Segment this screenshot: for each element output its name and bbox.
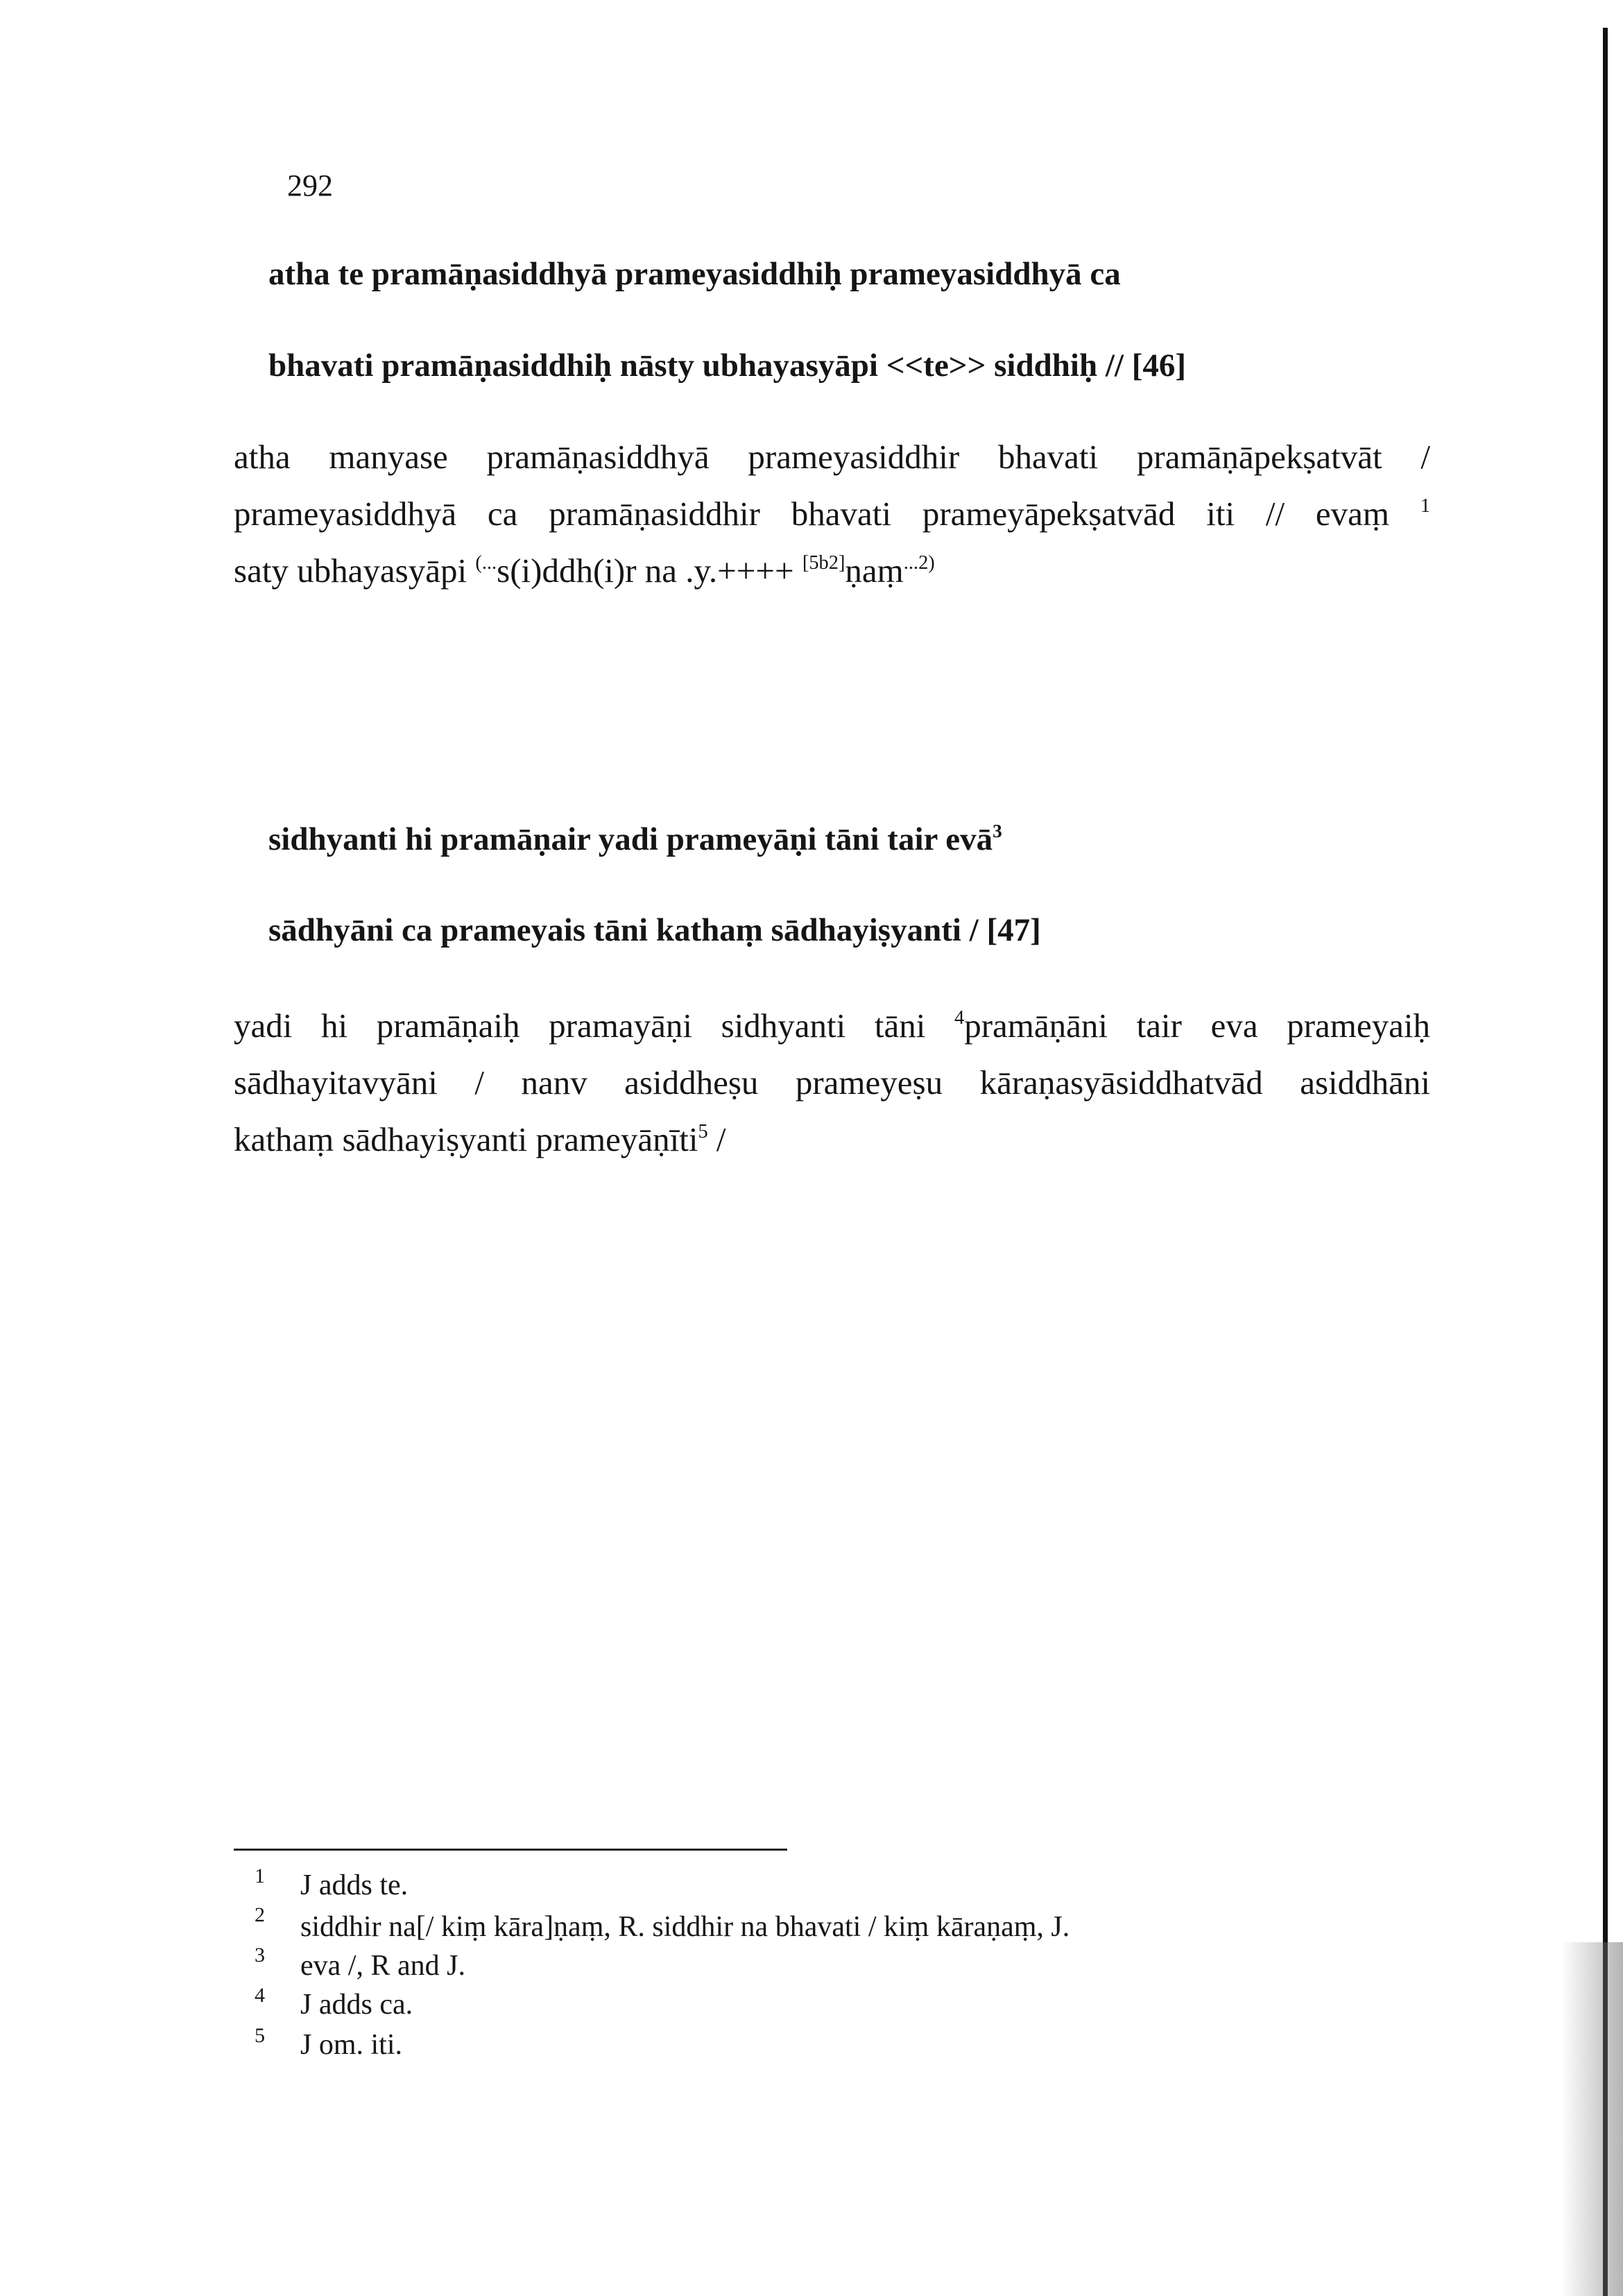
- commentary-46-line-3-c: ṇaṃ: [845, 551, 904, 590]
- footnote-text: J om. iti.: [300, 2029, 403, 2061]
- commentary-46-line-1: atha manyase pramāṇasiddhyā prameyasiddhir bhavati pramāṇāpekṣatvāt /: [234, 438, 1430, 476]
- footnote-text: eva /, R and J.: [300, 1950, 465, 1982]
- verse-47-line-2: sādhyāni ca prameyais tāni kathaṃ sādhayiṣyanti / [47]: [268, 912, 1041, 948]
- footnote-number: 3: [255, 1944, 265, 1967]
- commentary-47-line-3: [234, 1120, 1430, 1159]
- commentary-46-line-2: [234, 494, 1430, 533]
- verse-46-line-1: atha te pramāṇasiddhyā prameyasiddhiḥ prameyasiddhyā ca: [268, 256, 1121, 292]
- footnote-text: J adds ca.: [300, 1989, 413, 2021]
- commentary-46-line-3-a: saty ubhayasyāpi: [234, 551, 467, 590]
- footnote-number: 2: [255, 1903, 265, 1926]
- commentary-47-line-1-a: yadi hi pramāṇaiḥ pramayāṇi sidhyanti tāni: [234, 1006, 926, 1045]
- scan-edge-noise: [1561, 1942, 1623, 2296]
- footnote-ref-2: ...2): [903, 552, 935, 574]
- footnote-text: J adds te.: [300, 1869, 409, 1901]
- commentary-46-line-3-b: s(i)ddh(i)r na .y.++++: [497, 551, 794, 590]
- verse-46-line-2: bhavati pramāṇasiddhiḥ nāsty ubhayasyāpi <<te>> siddhiḥ // [46]: [268, 348, 1186, 384]
- page-number: 292: [287, 169, 333, 203]
- commentary-46-line-3: [234, 551, 1430, 590]
- commentary-47-line-1-b: pramāṇāni tair eva prameyaiḥ: [964, 1006, 1430, 1045]
- folio-mark: [5b2]: [802, 552, 845, 574]
- commentary-46-line-2-text: prameyasiddhyā ca pramāṇasiddhir bhavati prameyāpekṣatvād iti // evaṃ: [234, 495, 1389, 533]
- footnote-rule: [234, 1849, 787, 1851]
- footnote-number: 5: [255, 2024, 265, 2047]
- commentary-47-line-2: sādhayitavyāni / nanv asiddheṣu prameyeṣu kāraṇasyāsiddhatvād asiddhāni: [234, 1063, 1430, 1102]
- footnote-ref-4: 4: [954, 1007, 965, 1029]
- footnote-number: 1: [255, 1865, 265, 1887]
- verse-47-line-1: [268, 821, 1002, 858]
- commentary-47-line-3-b: /: [707, 1120, 726, 1158]
- verse-47-line-1-text: sidhyanti hi pramāṇair yadi prameyāṇi tāni tair evā: [268, 821, 993, 857]
- commentary-47-line-3-a: kathaṃ sādhayiṣyanti prameyāṇīti: [234, 1120, 698, 1158]
- footnote-text: siddhir na[/ kiṃ kāra]ṇaṃ, R. siddhir na bhavati / kiṃ kāraṇaṃ, J.: [300, 1911, 1070, 1943]
- commentary-47-line-1: [234, 1006, 1430, 1045]
- footnote-ref-5: 5: [698, 1121, 708, 1143]
- footnote-ref-3: 3: [993, 820, 1002, 841]
- lacuna-open-mark: (...: [475, 552, 497, 574]
- footnote-ref-1: 1: [1420, 495, 1431, 517]
- footnote-number: 4: [255, 1984, 265, 2007]
